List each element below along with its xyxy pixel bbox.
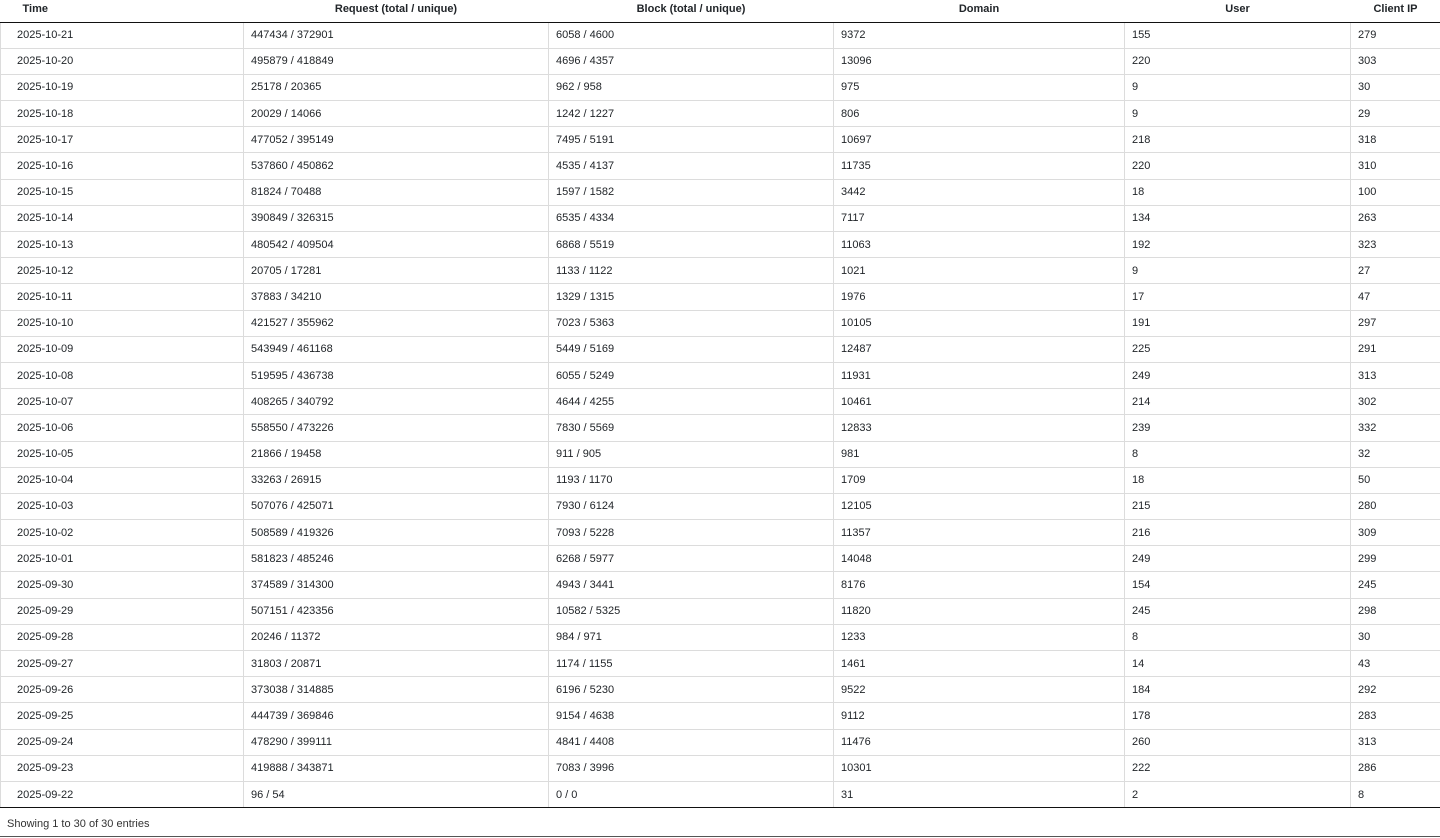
request-cell: 543949 / 461168	[244, 336, 549, 362]
request-cell: 20029 / 14066	[244, 101, 549, 127]
request-cell: 537860 / 450862	[244, 153, 549, 179]
block-cell: 7093 / 5228	[549, 520, 834, 546]
time-cell: 2025-09-28	[1, 624, 244, 650]
domain-cell: 9522	[834, 677, 1125, 703]
request-cell: 31803 / 20871	[244, 651, 549, 677]
client-ip-cell: 32	[1351, 441, 1440, 467]
client-ip-cell: 332	[1351, 415, 1440, 441]
domain-cell: 975	[834, 74, 1125, 100]
time-cell: 2025-10-16	[1, 153, 244, 179]
time-cell: 2025-09-26	[1, 677, 244, 703]
client-ip-cell: 43	[1351, 651, 1440, 677]
request-cell: 558550 / 473226	[244, 415, 549, 441]
user-cell: 134	[1125, 205, 1351, 231]
block-cell: 4696 / 4357	[549, 48, 834, 74]
client-ip-cell: 291	[1351, 336, 1440, 362]
time-cell: 2025-09-30	[1, 572, 244, 598]
table-row	[1, 781, 1440, 807]
table-row	[1, 22, 1440, 48]
time-cell: 2025-10-14	[1, 205, 244, 231]
time-cell: 2025-10-10	[1, 310, 244, 336]
column-header-request[interactable]: Request (total / unique)	[244, 0, 549, 22]
request-cell: 37883 / 34210	[244, 284, 549, 310]
column-header-domain[interactable]: Domain	[834, 0, 1125, 22]
request-cell: 21866 / 19458	[244, 441, 549, 467]
user-cell: 220	[1125, 153, 1351, 179]
domain-cell: 3442	[834, 179, 1125, 205]
time-cell: 2025-09-24	[1, 729, 244, 755]
user-cell: 17	[1125, 284, 1351, 310]
domain-cell: 8176	[834, 572, 1125, 598]
user-cell: 239	[1125, 415, 1351, 441]
table-row	[1, 703, 1440, 729]
time-cell: 2025-10-03	[1, 493, 244, 519]
block-cell: 1329 / 1315	[549, 284, 834, 310]
domain-cell: 1461	[834, 651, 1125, 677]
domain-cell: 981	[834, 441, 1125, 467]
table-row	[1, 389, 1440, 415]
table-row	[1, 624, 1440, 650]
time-cell: 2025-10-08	[1, 362, 244, 388]
client-ip-cell: 279	[1351, 22, 1440, 48]
domain-cell: 10697	[834, 127, 1125, 153]
block-cell: 7023 / 5363	[549, 310, 834, 336]
user-cell: 2	[1125, 781, 1351, 807]
client-ip-cell: 245	[1351, 572, 1440, 598]
table-row	[1, 467, 1440, 493]
block-cell: 1174 / 1155	[549, 651, 834, 677]
user-cell: 249	[1125, 362, 1351, 388]
domain-cell: 806	[834, 101, 1125, 127]
block-cell: 962 / 958	[549, 74, 834, 100]
request-cell: 477052 / 395149	[244, 127, 549, 153]
user-cell: 191	[1125, 310, 1351, 336]
block-cell: 9154 / 4638	[549, 703, 834, 729]
user-cell: 9	[1125, 258, 1351, 284]
domain-cell: 9112	[834, 703, 1125, 729]
client-ip-cell: 47	[1351, 284, 1440, 310]
time-cell: 2025-10-06	[1, 415, 244, 441]
client-ip-cell: 299	[1351, 546, 1440, 572]
request-cell: 421527 / 355962	[244, 310, 549, 336]
user-cell: 215	[1125, 493, 1351, 519]
column-header-block[interactable]: Block (total / unique)	[549, 0, 834, 22]
domain-cell: 11063	[834, 232, 1125, 258]
domain-cell: 1976	[834, 284, 1125, 310]
block-cell: 6535 / 4334	[549, 205, 834, 231]
time-cell: 2025-09-22	[1, 781, 244, 807]
table-row	[1, 415, 1440, 441]
user-cell: 178	[1125, 703, 1351, 729]
block-cell: 984 / 971	[549, 624, 834, 650]
block-cell: 911 / 905	[549, 441, 834, 467]
client-ip-cell: 286	[1351, 755, 1440, 781]
request-cell: 25178 / 20365	[244, 74, 549, 100]
block-cell: 4943 / 3441	[549, 572, 834, 598]
divider	[0, 836, 1440, 837]
time-cell: 2025-10-19	[1, 74, 244, 100]
block-cell: 1597 / 1582	[549, 179, 834, 205]
domain-cell: 10461	[834, 389, 1125, 415]
time-cell: 2025-10-11	[1, 284, 244, 310]
block-cell: 7930 / 6124	[549, 493, 834, 519]
domain-cell: 12833	[834, 415, 1125, 441]
block-cell: 1133 / 1122	[549, 258, 834, 284]
request-cell: 408265 / 340792	[244, 389, 549, 415]
request-cell: 33263 / 26915	[244, 467, 549, 493]
client-ip-cell: 303	[1351, 48, 1440, 74]
table-row	[1, 101, 1440, 127]
table-row	[1, 755, 1440, 781]
time-cell: 2025-10-15	[1, 179, 244, 205]
column-header-user[interactable]: User	[1125, 0, 1351, 22]
time-cell: 2025-10-17	[1, 127, 244, 153]
request-cell: 478290 / 399111	[244, 729, 549, 755]
request-cell: 374589 / 314300	[244, 572, 549, 598]
domain-cell: 1233	[834, 624, 1125, 650]
time-cell: 2025-10-07	[1, 389, 244, 415]
domain-cell: 11820	[834, 598, 1125, 624]
column-header-client-ip[interactable]: Client IP	[1351, 0, 1440, 22]
user-cell: 18	[1125, 467, 1351, 493]
column-header-time[interactable]: Time	[1, 0, 244, 22]
client-ip-cell: 8	[1351, 781, 1440, 807]
user-cell: 222	[1125, 755, 1351, 781]
table-row	[1, 729, 1440, 755]
client-ip-cell: 29	[1351, 101, 1440, 127]
request-cell: 444739 / 369846	[244, 703, 549, 729]
table-row	[1, 74, 1440, 100]
time-cell: 2025-10-18	[1, 101, 244, 127]
domain-cell: 1709	[834, 467, 1125, 493]
block-cell: 1193 / 1170	[549, 467, 834, 493]
request-cell: 519595 / 436738	[244, 362, 549, 388]
table-row	[1, 179, 1440, 205]
client-ip-cell: 313	[1351, 362, 1440, 388]
client-ip-cell: 100	[1351, 179, 1440, 205]
table-row	[1, 651, 1440, 677]
table-row	[1, 677, 1440, 703]
block-cell: 6055 / 5249	[549, 362, 834, 388]
request-cell: 373038 / 314885	[244, 677, 549, 703]
domain-cell: 13096	[834, 48, 1125, 74]
domain-cell: 12105	[834, 493, 1125, 519]
domain-cell: 7117	[834, 205, 1125, 231]
request-cell: 20705 / 17281	[244, 258, 549, 284]
block-cell: 1242 / 1227	[549, 101, 834, 127]
client-ip-cell: 263	[1351, 205, 1440, 231]
block-cell: 7495 / 5191	[549, 127, 834, 153]
time-cell: 2025-10-05	[1, 441, 244, 467]
time-cell: 2025-10-02	[1, 520, 244, 546]
client-ip-cell: 30	[1351, 624, 1440, 650]
domain-cell: 10105	[834, 310, 1125, 336]
request-cell: 96 / 54	[244, 781, 549, 807]
table-row	[1, 546, 1440, 572]
user-cell: 184	[1125, 677, 1351, 703]
table-info-text: Showing 1 to 30 of 30 entries	[7, 818, 150, 830]
domain-cell: 11931	[834, 362, 1125, 388]
client-ip-cell: 309	[1351, 520, 1440, 546]
table-row	[1, 310, 1440, 336]
table-row	[1, 362, 1440, 388]
block-cell: 4644 / 4255	[549, 389, 834, 415]
client-ip-cell: 292	[1351, 677, 1440, 703]
block-cell: 7083 / 3996	[549, 755, 834, 781]
user-cell: 192	[1125, 232, 1351, 258]
domain-cell: 11357	[834, 520, 1125, 546]
user-cell: 9	[1125, 74, 1351, 100]
request-cell: 507151 / 423356	[244, 598, 549, 624]
client-ip-cell: 297	[1351, 310, 1440, 336]
user-cell: 216	[1125, 520, 1351, 546]
block-cell: 5449 / 5169	[549, 336, 834, 362]
domain-cell: 9372	[834, 22, 1125, 48]
request-cell: 419888 / 343871	[244, 755, 549, 781]
table-row	[1, 153, 1440, 179]
block-cell: 4535 / 4137	[549, 153, 834, 179]
domain-cell: 31	[834, 781, 1125, 807]
domain-cell: 14048	[834, 546, 1125, 572]
block-cell: 6268 / 5977	[549, 546, 834, 572]
client-ip-cell: 50	[1351, 467, 1440, 493]
user-cell: 18	[1125, 179, 1351, 205]
client-ip-cell: 310	[1351, 153, 1440, 179]
request-cell: 390849 / 326315	[244, 205, 549, 231]
user-cell: 245	[1125, 598, 1351, 624]
request-cell: 581823 / 485246	[244, 546, 549, 572]
user-cell: 249	[1125, 546, 1351, 572]
client-ip-cell: 298	[1351, 598, 1440, 624]
user-cell: 260	[1125, 729, 1351, 755]
table-row	[1, 441, 1440, 467]
table-row	[1, 48, 1440, 74]
domain-cell: 1021	[834, 258, 1125, 284]
table-row	[1, 520, 1440, 546]
table-row	[1, 232, 1440, 258]
client-ip-cell: 27	[1351, 258, 1440, 284]
table-body	[1, 22, 1440, 808]
request-cell: 507076 / 425071	[244, 493, 549, 519]
time-cell: 2025-10-09	[1, 336, 244, 362]
table-row	[1, 336, 1440, 362]
domain-cell: 11735	[834, 153, 1125, 179]
table-row	[1, 572, 1440, 598]
time-cell: 2025-10-04	[1, 467, 244, 493]
request-cell: 480542 / 409504	[244, 232, 549, 258]
time-cell: 2025-10-12	[1, 258, 244, 284]
block-cell: 7830 / 5569	[549, 415, 834, 441]
user-cell: 155	[1125, 22, 1351, 48]
header-row	[1, 0, 1440, 22]
client-ip-cell: 313	[1351, 729, 1440, 755]
domain-cell: 10301	[834, 755, 1125, 781]
user-cell: 9	[1125, 101, 1351, 127]
time-cell: 2025-09-29	[1, 598, 244, 624]
table-row	[1, 598, 1440, 624]
time-cell: 2025-09-25	[1, 703, 244, 729]
block-cell: 6868 / 5519	[549, 232, 834, 258]
user-cell: 154	[1125, 572, 1351, 598]
client-ip-cell: 283	[1351, 703, 1440, 729]
request-cell: 495879 / 418849	[244, 48, 549, 74]
user-cell: 218	[1125, 127, 1351, 153]
request-cell: 20246 / 11372	[244, 624, 549, 650]
block-cell: 10582 / 5325	[549, 598, 834, 624]
block-cell: 6058 / 4600	[549, 22, 834, 48]
user-cell: 8	[1125, 441, 1351, 467]
block-cell: 4841 / 4408	[549, 729, 834, 755]
time-cell: 2025-09-27	[1, 651, 244, 677]
user-cell: 225	[1125, 336, 1351, 362]
time-cell: 2025-10-20	[1, 48, 244, 74]
domain-cell: 12487	[834, 336, 1125, 362]
table-row	[1, 284, 1440, 310]
time-cell: 2025-10-13	[1, 232, 244, 258]
client-ip-cell: 302	[1351, 389, 1440, 415]
user-cell: 214	[1125, 389, 1351, 415]
request-cell: 447434 / 372901	[244, 22, 549, 48]
user-cell: 14	[1125, 651, 1351, 677]
table-row	[1, 127, 1440, 153]
block-cell: 6196 / 5230	[549, 677, 834, 703]
client-ip-cell: 280	[1351, 493, 1440, 519]
request-cell: 508589 / 419326	[244, 520, 549, 546]
table-row	[1, 493, 1440, 519]
client-ip-cell: 323	[1351, 232, 1440, 258]
table-row	[1, 205, 1440, 231]
table-header	[1, 0, 1440, 22]
block-cell: 0 / 0	[549, 781, 834, 807]
client-ip-cell: 30	[1351, 74, 1440, 100]
domain-cell: 11476	[834, 729, 1125, 755]
request-cell: 81824 / 70488	[244, 179, 549, 205]
user-cell: 8	[1125, 624, 1351, 650]
time-cell: 2025-10-01	[1, 546, 244, 572]
client-ip-cell: 318	[1351, 127, 1440, 153]
table-row	[1, 258, 1440, 284]
time-cell: 2025-10-21	[1, 22, 244, 48]
time-cell: 2025-09-23	[1, 755, 244, 781]
user-cell: 220	[1125, 48, 1351, 74]
